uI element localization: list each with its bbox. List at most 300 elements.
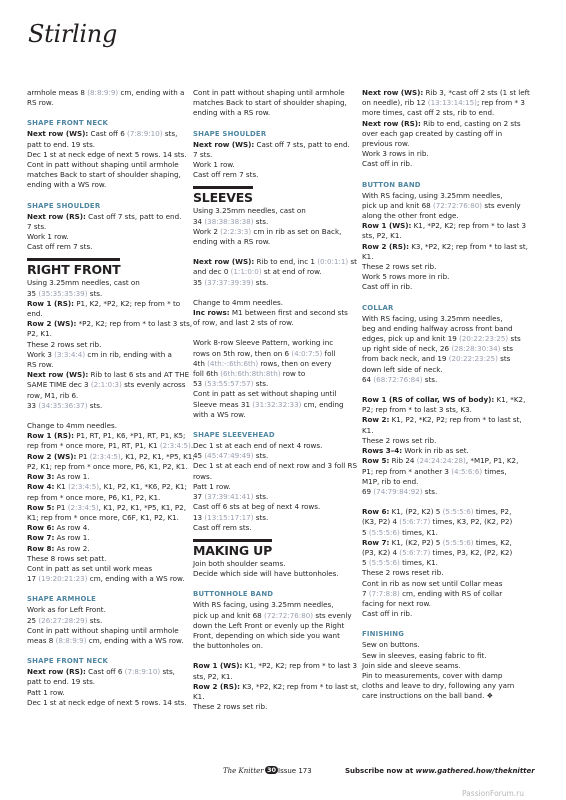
pattern-line (27, 340, 191, 350)
line-text: cm in rib as set on Back, (251, 226, 342, 236)
pattern-line (362, 651, 530, 661)
pattern-line (193, 692, 357, 702)
line-text: RS row. (27, 98, 54, 108)
line-text: sts evenly (313, 610, 352, 620)
line-text: Work 1 row. (193, 160, 235, 170)
line-text: P2, K1; rep from * once more, P6, K1, P2, K1. (27, 461, 188, 471)
line-text: Cont in rib as now set until Collar meas (362, 578, 503, 588)
line-text: . (190, 441, 194, 451)
line-text: sts (497, 354, 511, 364)
pattern-line (362, 314, 530, 324)
line-text: Dec 1 st at each end of next row and 3 foll RS (193, 461, 357, 471)
line-text: times, K3, P2, (K2, P2) (430, 517, 513, 527)
pattern-line (362, 88, 530, 98)
pattern-line (362, 262, 530, 272)
line-text: cm in rib, ending with a (85, 349, 172, 359)
line-text: ending with a WS row. (27, 180, 107, 190)
line-text: ending with a RS row. (193, 108, 271, 118)
page-title: Stirling (28, 20, 118, 48)
pattern-line (27, 421, 191, 431)
line-text: Cast off rem sts. (193, 522, 252, 532)
line-text: P1 (76, 451, 90, 461)
line-text: on needle), rib 12 (362, 98, 428, 108)
pattern-line (193, 108, 357, 118)
subsection-heading: SHAPE SLEEVEHEAD (193, 431, 275, 440)
footer-subscribe-link[interactable]: www.gathered.how/theknitter (415, 767, 535, 775)
line-text: 13 (193, 512, 205, 522)
line-text: sts, P2, K1. (193, 671, 233, 681)
row-label: Next row (WS): (362, 88, 424, 97)
row-label: Next row (WS): (27, 129, 89, 139)
line-text: Change to 4mm needles. (193, 297, 283, 307)
pattern-line (193, 492, 357, 502)
line-text: over each gap created by casting off in (362, 128, 503, 138)
pattern-line (362, 691, 530, 701)
line-text: Work as for Left Front. (27, 605, 106, 615)
size-values: (5:5:5:6) (368, 558, 400, 568)
spacer (27, 191, 191, 201)
pattern-line (362, 129, 530, 139)
line-text: These 2 rows reset rib. (362, 568, 444, 578)
pattern-line (193, 170, 357, 180)
pattern-line (27, 523, 191, 533)
spacer (362, 385, 530, 395)
pattern-line (362, 282, 530, 292)
line-text: sts. (253, 277, 269, 287)
line-text: armhole meas 8 (27, 88, 88, 97)
line-text: Dec 1 st at neck edge of next 5 rows. 14 sts. (27, 697, 187, 707)
size-values: (13:15:17:17) (204, 512, 254, 522)
pattern-line (362, 487, 530, 497)
pattern-line (193, 298, 357, 308)
size-values: (13:13:14:15) (427, 98, 477, 108)
pattern-line (27, 391, 191, 401)
line-text: cloths and leave to dry, following any yarn (362, 681, 515, 691)
line-text: rows. (193, 471, 212, 481)
pattern-line (193, 502, 357, 512)
line-text: Cast off in rib. (362, 282, 413, 292)
line-text: Cont in patt as set without shaping until (193, 389, 337, 399)
pattern-line (27, 698, 191, 708)
line-text: sts, (160, 667, 175, 677)
pattern-line (27, 513, 191, 523)
subsection-heading: COLLAR (362, 303, 394, 312)
size-values: (8:8:9:9) (87, 88, 119, 97)
pattern-line (362, 375, 530, 385)
line-text: Rib 24 (389, 456, 417, 466)
pattern-line (193, 379, 357, 389)
line-text: As row 1. (54, 472, 90, 482)
section-heading: RIGHT FRONT (27, 258, 120, 277)
line-text: sts. (253, 492, 269, 502)
line-text: sts. (253, 216, 269, 226)
line-text: sts. (87, 288, 103, 298)
pattern-line (362, 456, 530, 466)
spacer (27, 108, 191, 118)
line-text: 64 (362, 374, 374, 384)
pattern-line (362, 221, 530, 231)
pattern-line (27, 564, 191, 574)
line-text: st (348, 257, 357, 267)
pattern-line (27, 180, 191, 190)
footer-magazine-name: The Knitter (223, 767, 264, 775)
pattern-line (27, 98, 191, 108)
pattern-line (362, 477, 530, 487)
line-text: K1, (K2, P2) 5 (389, 537, 443, 547)
size-values: (37:37:39:39) (204, 277, 254, 287)
pattern-line (362, 324, 530, 334)
row-label: Next row (WS): (27, 370, 89, 380)
line-text: sts (508, 334, 521, 344)
pattern-line (362, 579, 530, 589)
line-text: Cont in patt without shaping until armhole (193, 88, 345, 97)
pattern-line (362, 159, 530, 169)
pattern-line (193, 318, 357, 328)
pattern-line (193, 308, 357, 318)
line-text: sts. (87, 400, 103, 410)
pattern-line (193, 702, 357, 712)
size-values: (20:22:23:25) (459, 334, 509, 344)
pattern-line (193, 278, 357, 288)
line-text: *P2, K2; rep from * to last 3 sts, (76, 319, 193, 329)
pattern-line (193, 338, 357, 348)
line-text: rows on 5th row, then on 6 (193, 348, 292, 358)
pattern-line (27, 222, 191, 232)
line-text: K1. (362, 251, 374, 261)
pattern-line (362, 334, 530, 344)
size-values: (4:5:6:6) (451, 466, 483, 476)
pattern-line (27, 451, 195, 462)
line-text: Work 1 row. (27, 232, 69, 242)
pattern-line (193, 140, 357, 150)
line-text: times, P3, K2, (P2, K2) (430, 547, 513, 557)
line-text: more times, cast off 2 sts, rib to end. (362, 108, 495, 118)
line-text: Rib to end, inc 1 (254, 257, 318, 267)
page-footer (0, 767, 566, 781)
spacer (27, 584, 191, 594)
line-text: times, K2, (473, 537, 512, 547)
pattern-line (27, 289, 191, 299)
line-text: Cast off 7 sts, patt to end. (85, 211, 182, 221)
size-values: (2:3:4:5) (67, 502, 99, 512)
size-values: (6th:6th:8th:8th) (220, 369, 281, 379)
line-text: Cast off rem 7 sts. (27, 242, 93, 252)
line-text: Rib to end, casting on 2 sts (420, 118, 521, 128)
pattern-line (193, 349, 357, 359)
pattern-line (362, 538, 530, 548)
line-text: 4th (193, 358, 208, 368)
line-text: edges, pick up and knit 19 (362, 334, 460, 344)
line-text: foll 6th (193, 369, 221, 379)
line-text: With RS facing, using 3.25mm needles, (193, 600, 334, 610)
spacer (193, 579, 357, 589)
size-values: (4th:-:6th:6th) (207, 358, 259, 368)
text-column-3 (362, 88, 530, 702)
pattern-line (27, 493, 191, 503)
line-text: K1, (P2, K2) 5 (389, 507, 443, 517)
line-text: K1, *P2, K2; rep from * to last 3 (411, 221, 527, 231)
line-text: cm, ending with RS of collar (399, 588, 503, 598)
section-heading: SLEEVES (193, 186, 253, 205)
line-text: cm, ending with a WS row. (86, 635, 184, 645)
line-text: of row, and last 2 sts of row. (193, 318, 294, 328)
pattern-line (362, 640, 530, 650)
line-text: Work 8-row Sleeve Pattern, working inc (193, 338, 334, 348)
line-text: Using 3.25mm needles, cast on (193, 206, 306, 216)
line-text: patt to end. 19 sts. (27, 139, 96, 149)
line-text: 7 (362, 588, 369, 598)
line-text: down the Left Front or evenly up the Right (193, 620, 345, 630)
pattern-line (193, 641, 357, 651)
line-text: cm, ending with a WS row. (87, 574, 185, 584)
line-text: 34 (193, 216, 205, 226)
spacer (193, 651, 357, 661)
line-text: Sleeve meas 31 (193, 399, 253, 409)
size-values: (35:35:35:39) (38, 288, 88, 298)
spacer (362, 293, 530, 303)
size-values: (34:35:36:37) (38, 400, 88, 410)
footer-subscribe-text: Subscribe now at (345, 767, 416, 775)
line-text: K1 (54, 482, 69, 492)
row-label: Next row (RS): (27, 667, 86, 677)
line-text: K1, *K2, (494, 395, 526, 405)
row-label: Row 5: (27, 502, 55, 512)
row-label: Row 1 (RS): (27, 298, 74, 308)
row-label: Next row (WS): (193, 257, 255, 267)
line-text: times, K1. (399, 527, 438, 537)
size-values: (2:3:4:5) (89, 451, 121, 461)
line-text: 53 (193, 379, 205, 389)
pattern-line (27, 242, 191, 252)
pattern-line (362, 436, 530, 446)
line-text: Sew in sleeves, easing fabric to fit. (362, 650, 487, 660)
line-text: Cast off 6 (85, 667, 125, 677)
row-label: Next row (WS): (193, 139, 255, 149)
line-text: with a WS row. (193, 409, 246, 419)
line-text: P2, K1. (27, 329, 52, 339)
line-text: K1, *P2, K2; rep from * to last 3 (242, 661, 358, 671)
size-values: (2:3:4:5) (159, 441, 191, 451)
line-text: pick up and knit 68 (362, 200, 433, 210)
pattern-line (27, 688, 191, 698)
line-text: Dec 1 st at neck edge of next 5 rows. 14 sts. (27, 149, 187, 159)
pattern-line (362, 354, 530, 364)
line-text: ending with a RS row. (193, 237, 271, 247)
line-text: Sew on buttons. (362, 640, 420, 650)
row-label: Row 1 (WS): (362, 221, 412, 231)
line-text: Patt 1 row. (193, 481, 231, 491)
pattern-line (27, 482, 191, 492)
row-label: Row 2 (RS): (362, 241, 409, 251)
pattern-line (27, 140, 191, 150)
pattern-line (193, 513, 357, 523)
size-values: (2:1:0:3) (90, 380, 122, 390)
row-label: Row 1 (RS of collar, WS of body): (362, 395, 495, 405)
pattern-line (27, 636, 191, 646)
pattern-line (27, 360, 191, 370)
spacer (193, 288, 357, 298)
line-text: row to (280, 369, 306, 379)
pattern-line (362, 528, 530, 538)
size-values: (26:27:28:29) (38, 615, 88, 625)
line-text: Dec 1 st at each end of next 4 rows. (193, 441, 323, 451)
pattern-line (27, 441, 194, 451)
line-text: foll (322, 348, 336, 358)
pattern-line (193, 451, 357, 461)
line-text: Rib 3, *cast off 2 sts (1 st left (423, 88, 530, 97)
pattern-line (193, 98, 357, 108)
size-values: (45:47:49:49) (204, 451, 254, 461)
line-text: , K1, P2, K1, *P5, K1, P2, (98, 502, 186, 512)
line-text: K1, P2, *K2, P2; rep from * to last st, (389, 415, 522, 425)
pattern-line (193, 400, 357, 410)
section-heading: MAKING UP (193, 539, 272, 558)
line-text: Cast off 6 (88, 129, 128, 139)
pattern-line (193, 88, 357, 98)
line-text: These 8 rows set patt. (27, 553, 107, 563)
pattern-line (27, 129, 191, 139)
line-text: facing for next row. (362, 598, 431, 608)
pattern-line (362, 108, 530, 118)
subsection-heading: BUTTONHOLE BAND (193, 590, 274, 599)
spacer (193, 420, 357, 430)
pattern-line (362, 98, 530, 108)
pattern-line (362, 609, 530, 619)
footer-page-number: 30 (267, 766, 277, 774)
size-values: (5:5:5:6) (368, 527, 400, 537)
pattern-line (27, 232, 191, 242)
pattern-line (27, 533, 191, 543)
pattern-line (362, 272, 530, 282)
line-text: Cast off rem 7 sts. (193, 170, 259, 180)
text-column-1 (27, 88, 195, 708)
pattern-line (362, 661, 530, 671)
pattern-line (193, 160, 357, 170)
row-label: Row 3: (27, 472, 55, 482)
line-text: These 2 rows set rib. (27, 339, 102, 349)
size-values: (53:55:57:57) (204, 379, 254, 389)
pattern-line (27, 431, 191, 441)
pattern-line (193, 369, 357, 379)
row-label: Row 6: (362, 507, 390, 517)
row-label: Inc rows: (193, 308, 230, 318)
line-text: P1 (54, 502, 68, 512)
spacer (193, 247, 357, 257)
line-text: Front, depending on which side you want (193, 630, 340, 640)
pattern-line (27, 626, 191, 636)
line-text: row, M1, rib 6. (27, 390, 79, 400)
line-text: end. (27, 309, 43, 319)
line-text: Cast off in rib. (362, 609, 413, 619)
pattern-line (193, 523, 357, 533)
line-text: pick up and knit 68 (193, 610, 264, 620)
line-text: Cast off 7 sts, patt to end. (254, 139, 350, 149)
line-text: along the other front edge. (362, 211, 459, 221)
line-text: With RS facing, using 3.25mm needles, (362, 190, 503, 200)
line-text: down left side of neck. (362, 364, 443, 374)
pattern-line (27, 299, 191, 309)
pattern-line (27, 401, 191, 411)
line-text: meas 8 (27, 635, 56, 645)
pattern-line (362, 365, 530, 375)
size-values: (4:0:7:5) (291, 348, 323, 358)
pattern-line (193, 569, 357, 579)
pattern-line (193, 600, 357, 610)
line-text: matches Back to start of shoulder shaping, (27, 170, 181, 180)
line-text: As row 1. (54, 533, 90, 543)
line-text: ; rep from * 3 (476, 98, 525, 108)
line-text: sts evenly (482, 200, 521, 210)
pattern-line (193, 672, 357, 682)
row-label: Next row (RS): (362, 118, 421, 128)
pattern-line (27, 462, 191, 472)
line-text: previous row. (362, 139, 410, 149)
footer-issue: Issue 173 (278, 767, 312, 775)
line-text: Patt 1 row. (27, 687, 65, 697)
pattern-line (362, 242, 530, 252)
line-text: matches Back to start of shoulder shaping, (193, 98, 347, 108)
size-values: (72:72:76:80) (432, 200, 483, 210)
size-values: (5:5:5:6) (442, 507, 474, 517)
line-text: With RS facing, using 3.25mm needles, (362, 313, 503, 323)
pattern-line (193, 267, 357, 277)
line-text: These 2 rows set rib. (362, 435, 437, 445)
line-text: sts. (253, 512, 269, 522)
size-values: (3:3:4:4) (54, 349, 86, 359)
line-text: cm, ending (301, 399, 344, 409)
pattern-line (27, 88, 191, 98)
row-label: Row 1 (RS): (27, 431, 74, 441)
size-values: (28:28:30:34) (451, 344, 501, 354)
spacer (27, 646, 191, 656)
pattern-line (362, 517, 530, 527)
row-label: Row 2 (RS): (193, 681, 240, 691)
pattern-line (362, 139, 530, 149)
size-values: (68:72:76:84) (373, 374, 423, 384)
subsection-heading: SHAPE FRONT NECK (27, 119, 109, 128)
watermark: PassionForum.ru (462, 789, 525, 798)
pattern-line (27, 350, 191, 360)
line-text: care instructions on the ball band. ❖ (362, 691, 494, 701)
line-text: beg and ending halfway across front band (362, 323, 513, 333)
line-text: 33 (27, 400, 39, 410)
row-label: Row 2 (WS): (27, 319, 77, 329)
pattern-line (362, 671, 530, 681)
pattern-line (193, 472, 357, 482)
line-text: sts. (253, 451, 269, 461)
line-text: Pin to measurements, cover with damp (362, 670, 503, 680)
line-text: M1 between first and second sts (229, 308, 348, 318)
pattern-line (362, 211, 530, 221)
pattern-line (362, 446, 530, 456)
pattern-line (362, 395, 530, 405)
size-values: (31:32:32:33) (252, 399, 302, 409)
line-text: K1. (193, 691, 205, 701)
size-values: (19:20:21:23) (38, 574, 88, 584)
pattern-line (27, 544, 191, 554)
line-text: patt to end. 19 sts. (27, 677, 96, 687)
line-text: M1P, rib to end. (362, 476, 419, 486)
pattern-line (362, 201, 530, 211)
spacer (362, 497, 530, 507)
pattern-line (362, 149, 530, 159)
size-values: (5:6:7:7) (399, 547, 431, 557)
pattern-line (193, 410, 357, 420)
row-label: Row 6: (27, 523, 55, 533)
pattern-line (193, 461, 357, 471)
pattern-line (362, 589, 530, 599)
pattern-line (27, 160, 191, 170)
